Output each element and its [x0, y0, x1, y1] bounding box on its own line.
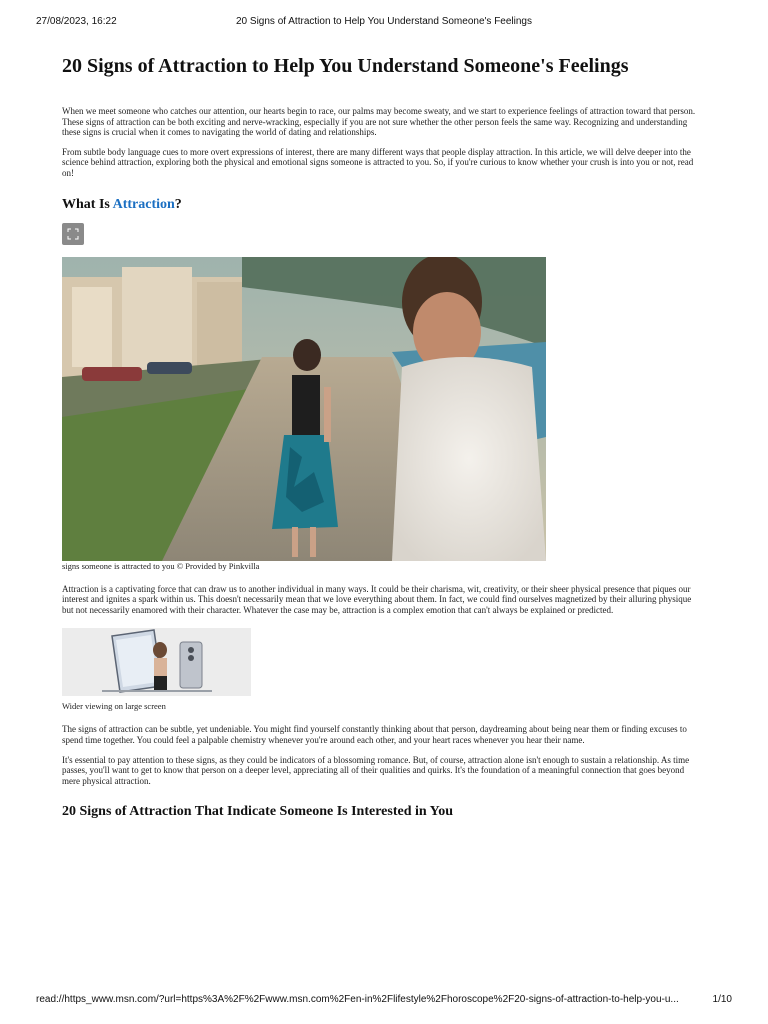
section-heading-20-signs: 20 Signs of Attraction That Indicate Someone Is Interested in You: [62, 804, 453, 820]
couple-promenade-photo: [62, 257, 546, 561]
attraction-link[interactable]: Attraction: [112, 196, 175, 212]
article-title: 20 Signs of Attraction to Help You Understand Someone's Feelings: [62, 55, 629, 77]
article: [62, 52, 704, 830]
expand-icon: [67, 228, 79, 240]
print-url: read://https_www.msn.com/?url=https%3A%2F%2Fwww.msn.com%2Fen-in%2Flifestyle%2Fhoroscope%2F20-signs-of-attraction-to-help-you-u...: [36, 994, 679, 1005]
body-paragraph-pay-attention: It's essential to pay attention to these signs, as they could be indicators of a blossoming romance. But, of course, attraction alone isn't enough to sustain a relationship. As time passes, you'll want to get to know that person on a deeper level, appreciating all of their qualities and quirks. It's the foundation of a meaningful connection that goes beyond mere physical attraction.: [62, 754, 690, 786]
heading-prefix: What Is: [62, 196, 113, 212]
print-datetime: 27/08/2023, 16:22: [36, 16, 117, 27]
print-document-title: 20 Signs of Attraction to Help You Understand Someone's Feelings: [236, 16, 532, 27]
expand-image-button[interactable]: [62, 223, 84, 245]
foldable-phone-ad-image[interactable]: [62, 628, 251, 696]
intro-paragraph-1: When we meet someone who catches our attention, our hearts begin to race, our palms may become sweaty, and we start to experience feelings of attraction toward that person. These signs of attraction can be both exciting and nerve-wracking, especially if you are not sure whether the other person feels the same way. Recognizing and understanding these signs is crucial when it comes to navigating the world of dating and relationships.: [62, 106, 696, 138]
heading-suffix: ?: [174, 196, 182, 212]
photo-caption: signs someone is attracted to you © Provided by Pinkvilla: [62, 560, 260, 571]
ad-caption: Wider viewing on large screen: [62, 701, 166, 712]
intro-paragraph-2: From subtle body language cues to more overt expressions of interest, there are many different ways that people display attraction. In this article, we will delve deeper into the science behind attraction, exploring both the physical and emotional signs someone is attracted to you. So, if you're curious to know whether your crush is into you or not, read on!: [62, 146, 694, 178]
page-indicator: 1/10: [712, 994, 732, 1005]
print-header: [36, 16, 732, 30]
body-paragraph-what-is-attraction: Attraction is a captivating force that can draw us to another individual in many ways. It could be their charisma, wit, creativity, or their sheer physical presence that piques our interest and ignites a spark within us. This doesn't necessarily mean that we love everything about them. In fact, we could find ourselves magnetized by their alluring physique but not necessarily enamored with their character. Whatever the case may be, attraction is a complex emotion that can't always be explained or predicted.: [62, 583, 692, 615]
section-heading-what-is-attraction: [62, 195, 704, 215]
print-footer: [36, 994, 732, 1008]
body-paragraph-signs-subtle: The signs of attraction can be subtle, yet undeniable. You might find yourself constantly thinking about that person, daydreaming about being near them or finding excuses to spend time together. You could feel a palpable chemistry whenever you're around each other, and your heart races whenever you hear their name.: [62, 724, 687, 745]
